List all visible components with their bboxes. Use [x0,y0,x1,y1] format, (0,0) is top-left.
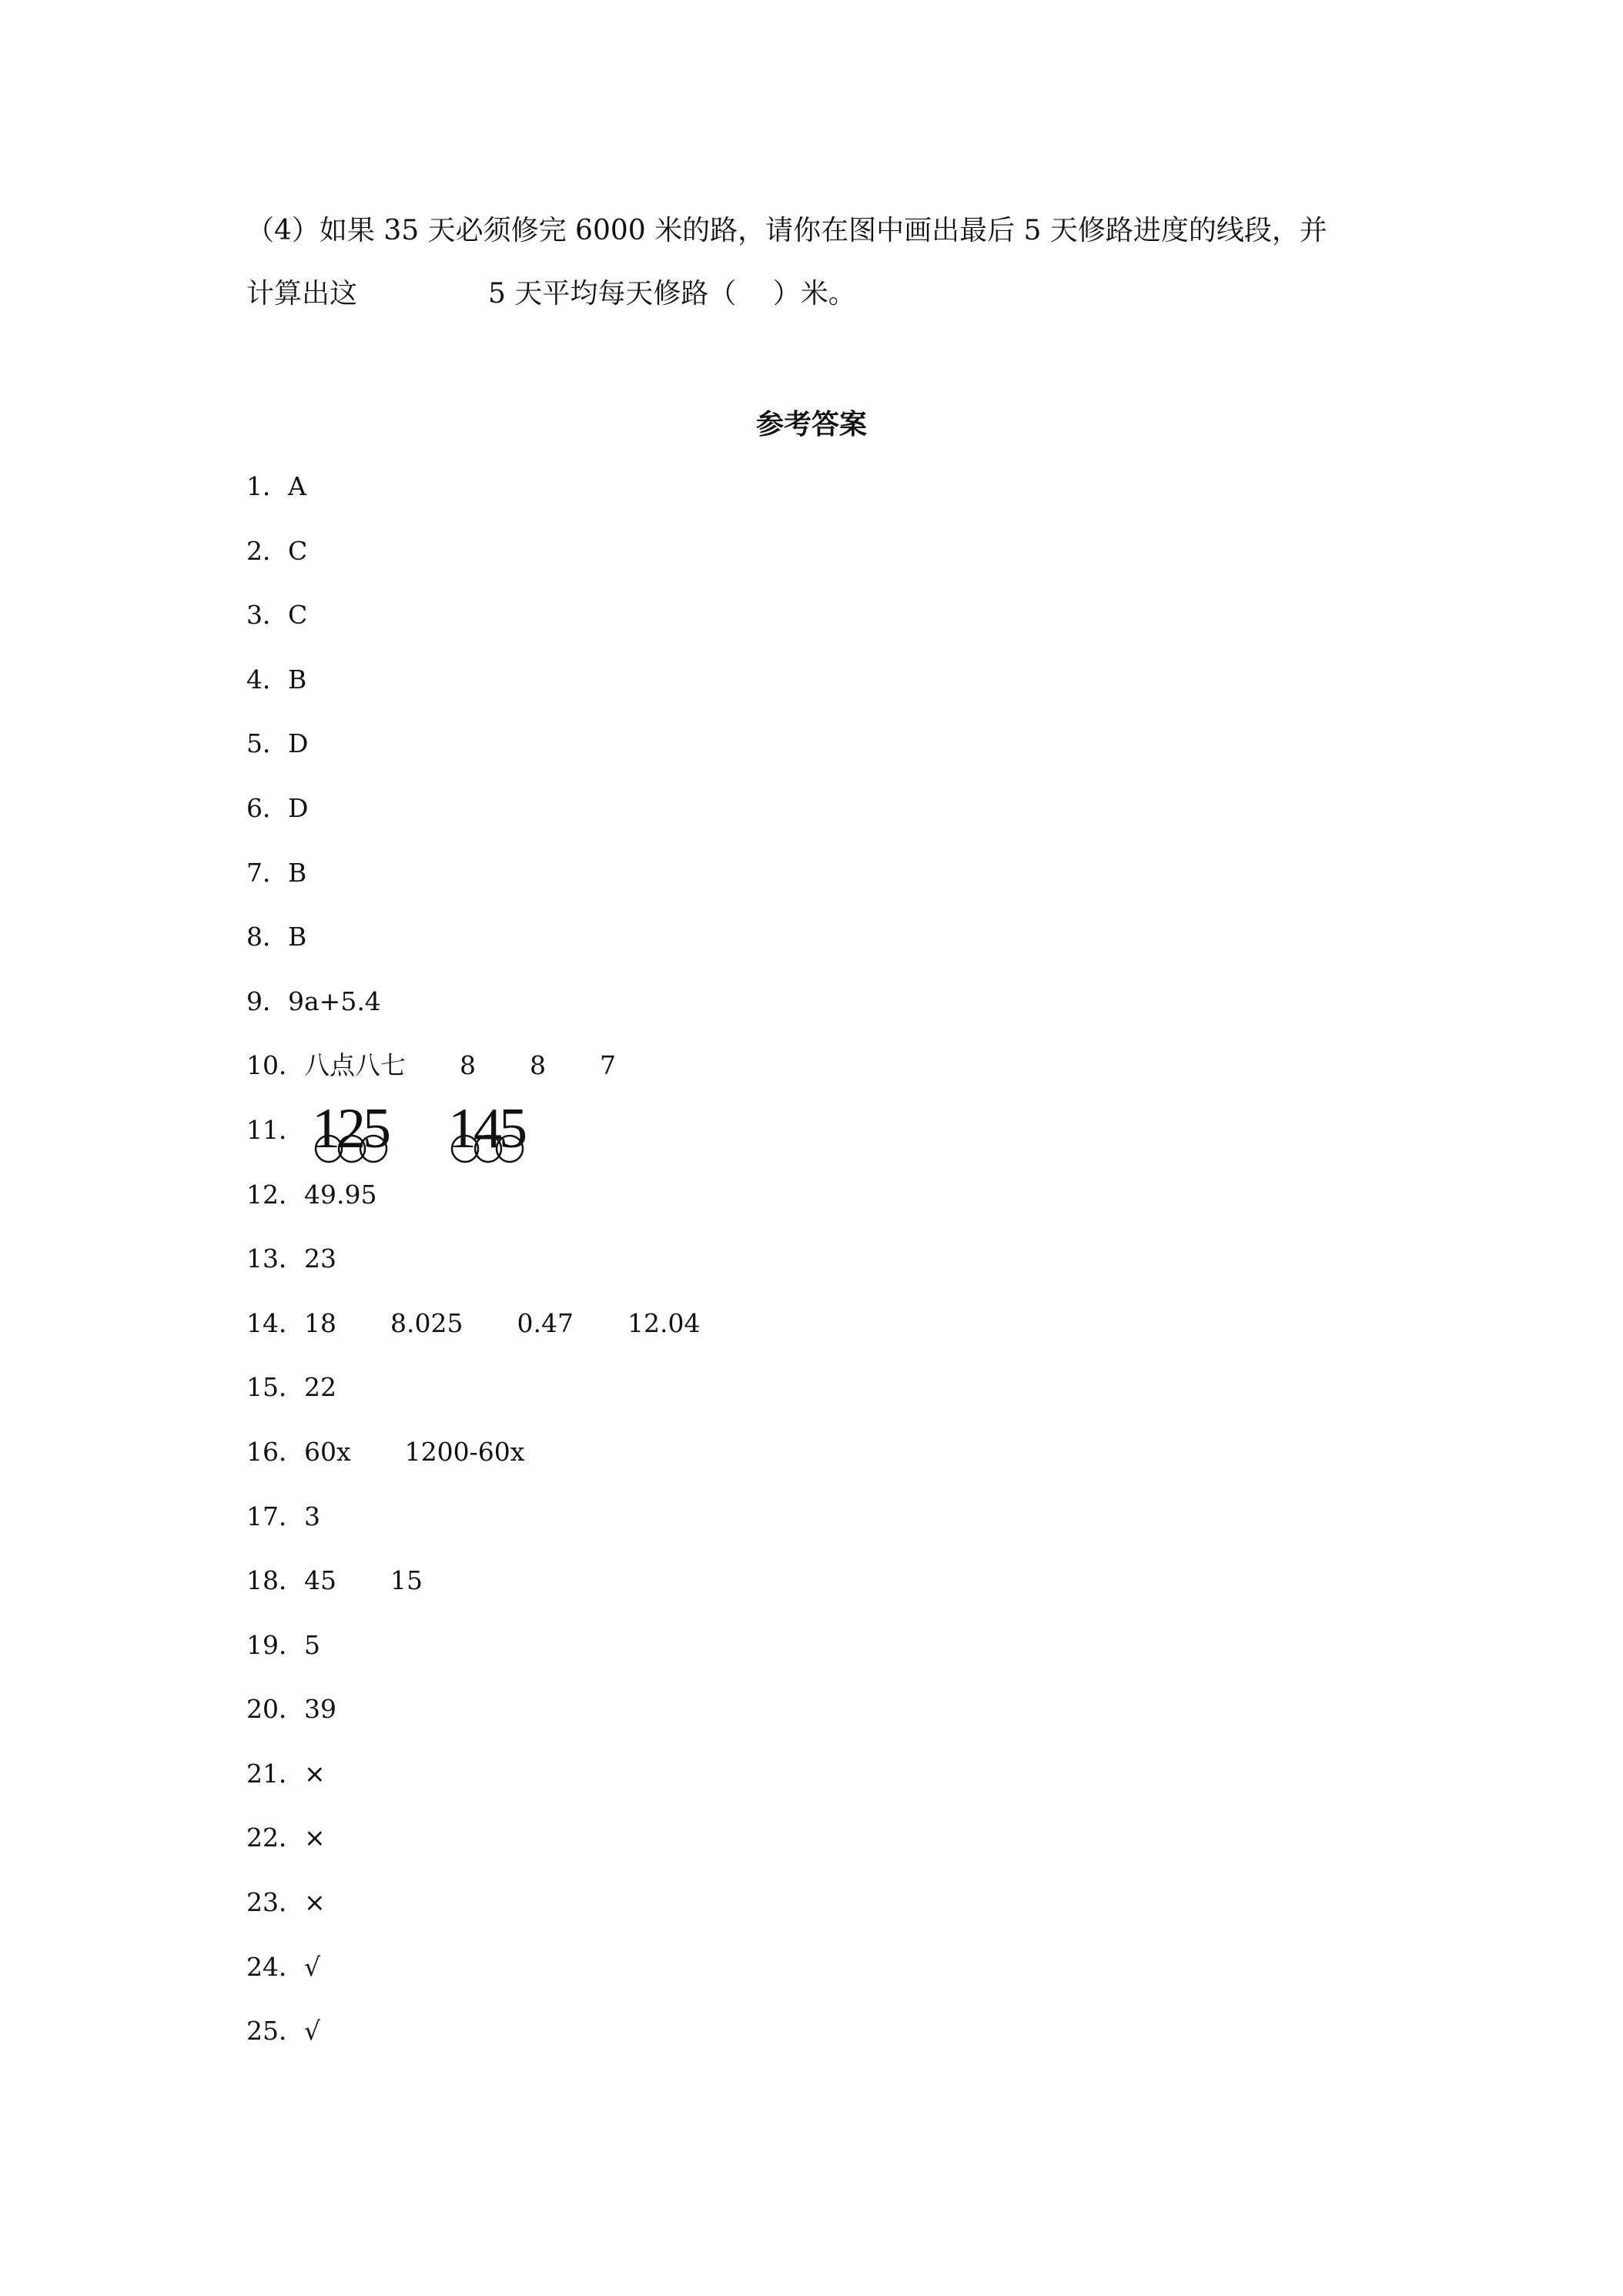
answer-item [246,533,1401,597]
answer-value: 8.025 [390,1307,463,1338]
question-line-1 [246,213,1327,249]
answer-number: 25． [246,2016,304,2047]
answer-item [246,1369,1401,1434]
answer-value: 8 [460,1050,476,1081]
answer-item [246,1884,1401,1949]
answer-item [246,1240,1401,1305]
answer-item [246,1176,1401,1241]
answer-number: 6． [246,792,288,823]
answer-value: 八点八七 [304,1050,406,1081]
answer-item [246,1096,1401,1176]
answer-value: 18 [304,1307,336,1338]
answer-value: 0.47 [517,1307,574,1338]
answer-item [246,1498,1401,1563]
answer-number: 17． [246,1501,304,1531]
answer-value: 49.95 [304,1179,377,1210]
answer-item [246,2013,1401,2077]
answer-value: 125 [312,1096,388,1160]
answer-item [246,1691,1401,1755]
answer-number: 11． [246,1114,304,1145]
answer-value: 8 [530,1050,546,1081]
answer-number: 14． [246,1307,304,1338]
answer-item [246,725,1401,790]
answer-value: D [288,728,309,759]
answer-number: 4． [246,664,288,694]
answer-number: 23． [246,1887,304,1918]
answer-number: 18． [246,1565,304,1596]
answer-number: 9． [246,986,288,1016]
answer-number: 2． [246,535,288,566]
answer-item [246,1819,1401,1884]
answer-value: C [288,600,308,631]
answer-item [246,919,1401,983]
answer-number: 15． [246,1372,304,1403]
answer-value: √ [304,1951,321,1982]
answer-item [246,1562,1401,1627]
answer-number: 24． [246,1951,304,1982]
answer-value: √ [304,2016,321,2047]
answer-number: 21． [246,1758,304,1789]
answer-number: 8． [246,922,288,952]
answer-value: 22 [304,1372,336,1403]
answer-value: × [304,1758,326,1789]
answer-number: 20． [246,1694,304,1725]
digit-circles [448,1112,548,1173]
question-text-2-end: 5 天平均每天修路（ ）米。 [488,278,856,310]
answer-item [246,468,1401,533]
answer-value: 39 [304,1694,336,1725]
answer-item [246,983,1401,1048]
answer-value: 15 [390,1565,423,1596]
answer-value: B [288,922,307,952]
answer-value: C [288,535,308,566]
answer-number: 16． [246,1436,304,1467]
answer-value: 45 [304,1565,336,1596]
answer-number: 3． [246,600,288,631]
answer-item [246,790,1401,855]
question-text-2-start: 计算出这 [246,278,358,310]
answer-number: 10． [246,1050,304,1081]
question-text-1: （4）如果 35 天必须修完 6000 米的路，请你在图中画出最后 5 天修路进度的线段，并 [246,215,1327,246]
answer-item [246,661,1401,726]
answer-item [246,1305,1401,1370]
answer-item [246,855,1401,919]
answer-value: B [288,857,307,888]
answer-number: 13． [246,1243,304,1274]
answer-number: 1． [246,471,288,501]
answer-title: 参考答案 [755,409,867,440]
answer-value: 7 [600,1050,616,1081]
answer-value: 145 [448,1096,524,1160]
answer-value: 23 [304,1243,336,1274]
answer-item [246,597,1401,661]
answer-number: 5． [246,728,288,759]
answer-value: × [304,1822,326,1853]
answer-value: × [304,1887,326,1918]
answer-value: 3 [304,1501,320,1531]
answer-number: 12． [246,1179,304,1210]
answer-item [246,1627,1401,1692]
digit-circles [312,1112,412,1173]
answer-value: D [288,792,309,823]
answer-item [246,1047,1401,1112]
answer-number: 22． [246,1822,304,1853]
answer-value: 1200-60x [404,1436,525,1467]
answer-item [246,1949,1401,2013]
answer-value: 60x [304,1436,351,1467]
answer-list [246,468,1401,2077]
answer-number: 19． [246,1629,304,1660]
answer-item [246,1434,1401,1498]
question-line-2 [246,276,856,313]
circled-number [312,1096,388,1163]
answer-value: 12.04 [627,1307,701,1338]
answer-number: 7． [246,857,288,888]
circled-number [448,1096,524,1163]
answer-value: 5 [304,1629,320,1660]
answer-value: A [288,471,306,501]
answer-value: 9a+5.4 [288,986,381,1016]
answer-item [246,1755,1401,1820]
answer-value: B [288,664,307,694]
